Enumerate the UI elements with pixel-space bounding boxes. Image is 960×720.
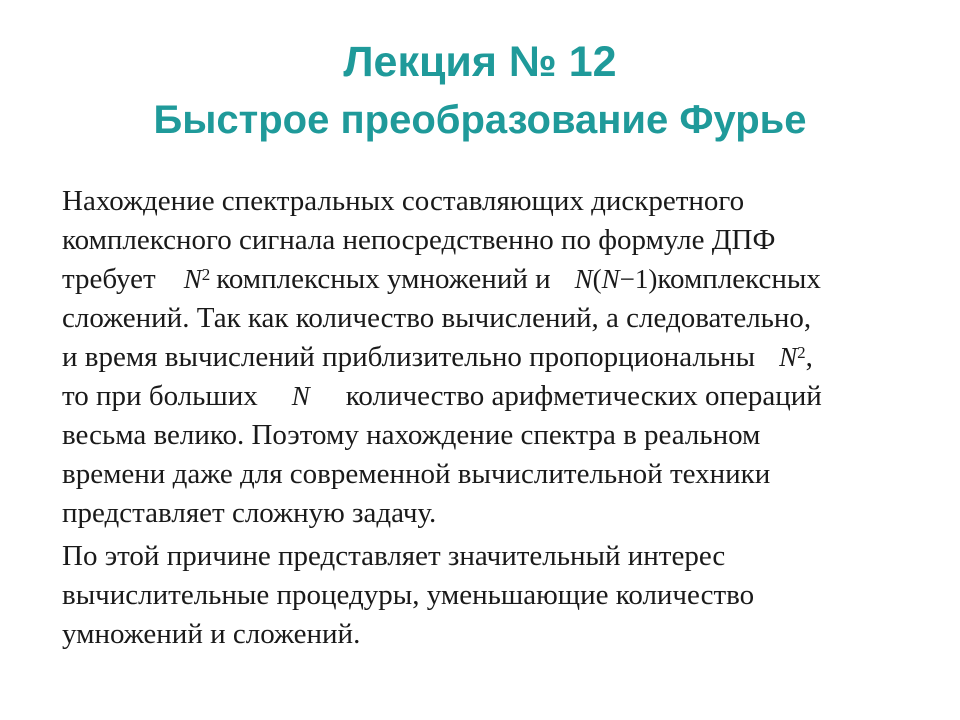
text-proportional: и время вычислений приблизительно пропорциональны <box>62 341 756 373</box>
text-requires: требует <box>62 263 156 295</box>
text-complex: комплексных <box>657 263 821 295</box>
paragraph-1-line-1: Нахождение спектральных составляющих дискретного <box>62 185 745 217</box>
text-comma: , <box>805 341 813 373</box>
formula-n: N <box>291 381 310 411</box>
text-arithmetic-ops: количество арифметических операций <box>345 380 822 412</box>
formula-n-squared-2: $N^2$ <box>779 342 806 372</box>
paragraph-1-line-7: весьма велико. Поэтому нахождение спектра в реальном <box>62 419 761 451</box>
paragraph-1-line-8: времени даже для современной вычислительной техники <box>62 458 771 490</box>
lecture-number-title: Лекция № 12 <box>343 38 617 86</box>
paragraph-1-line-5 <box>62 338 813 376</box>
paragraph-1-line-6 <box>62 377 822 415</box>
lecture-topic-title: Быстрое преобразование Фурье <box>153 98 807 142</box>
formula-n-squared: $N^2$ <box>183 264 211 294</box>
paragraph-2-line-1: По этой причине представляет значительный интерес <box>62 540 726 572</box>
paragraph-1-line-9: представляет сложную задачу. <box>62 497 437 529</box>
paragraph-1-line-2: комплексного сигнала непосредственно по формуле ДПФ <box>62 224 776 256</box>
paragraph-1-line-4: сложений. Так как количество вычислений, а следовательно, <box>62 302 812 334</box>
text-complex-multiplications: комплексных умножений и <box>216 263 551 295</box>
formula-n-times-n-minus-one: N(N−1) <box>574 264 658 294</box>
text-for-large: то при больших <box>62 380 258 412</box>
paragraph-2-line-2: вычислительные процедуры, уменьшающие количество <box>62 579 755 611</box>
paragraph-2-line-3: умножений и сложений. <box>62 618 361 650</box>
paragraph-1-line-3 <box>62 260 821 298</box>
